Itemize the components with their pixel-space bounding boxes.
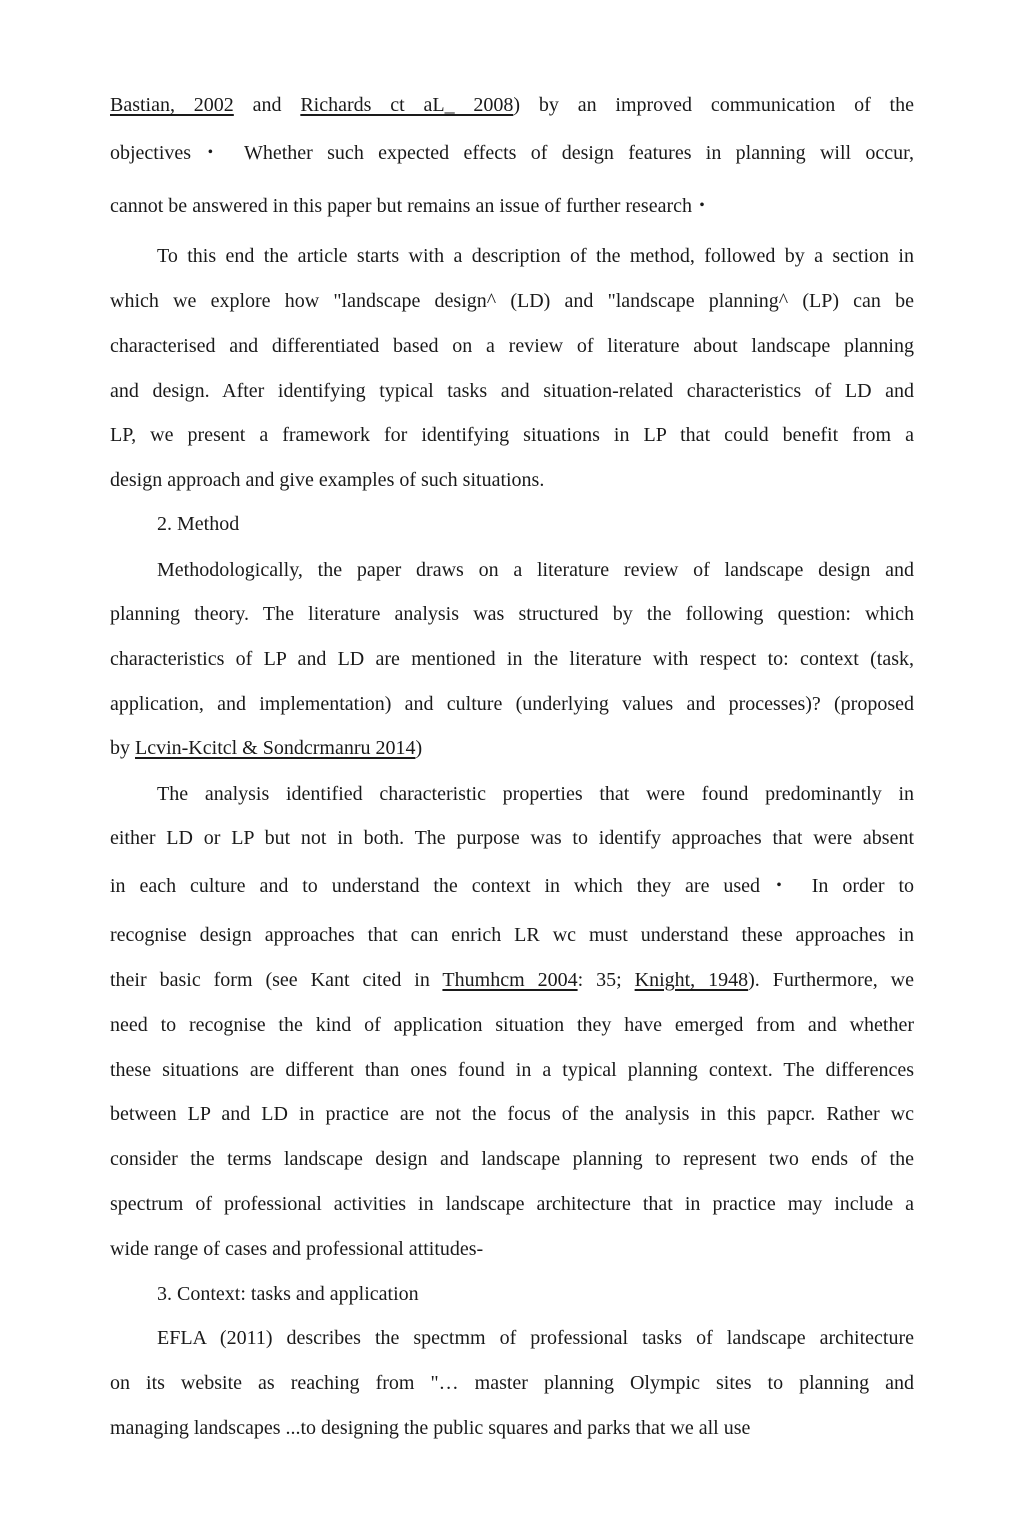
body-line: characteristics of LP and LD are mentioned in the literature with respect to: context (task, xyxy=(110,648,914,670)
text-span: their basic form (see Kant cited in xyxy=(110,969,443,991)
citation-link: Knight, 1948 xyxy=(634,969,749,991)
citation-link: Bastian, 2002 xyxy=(110,94,234,116)
body-line: The analysis identified characteristic properties that were found predominantly in xyxy=(157,783,914,805)
body-line: on its website as reaching from "… master planning Olympic sites to planning and xyxy=(110,1372,914,1394)
section-heading: 2. Method xyxy=(157,513,240,535)
body-line: managing landscapes ...to designing the public squares and parks that we all use xyxy=(110,1417,751,1439)
body-line: spectrum of professional activities in landscape architecture that in practice may include a xyxy=(110,1193,914,1215)
body-line: between LP and LD in practice are not the focus of the analysis in this papcr. Rather wc xyxy=(110,1103,914,1125)
body-line: in each culture and to understand the context in which they are used・ In order to xyxy=(110,875,914,897)
body-line xyxy=(110,735,914,761)
body-line: EFLA (2011) describes the spectmm of professional tasks of landscape architecture xyxy=(157,1327,914,1349)
body-line: LP, we present a framework for identifying situations in LP that could benefit from a xyxy=(110,424,914,446)
body-line: either LD or LP but not in both. The purpose was to identify approaches that were absent xyxy=(110,827,914,849)
citation-link: Richards ct aL_ 2008 xyxy=(300,94,514,116)
body-line: recognise design approaches that can enrich LR wc must understand these approaches in xyxy=(110,924,914,946)
text-span: ). Furthermore, we xyxy=(748,969,914,991)
body-line: wide range of cases and professional attitudes- xyxy=(110,1238,484,1260)
text-span: and xyxy=(233,94,301,116)
text-span: ) xyxy=(415,737,423,759)
text-span: ) by an improved communication of the xyxy=(513,94,914,116)
body-line: which we explore how "landscape design^ (LD) and "landscape planning^ (LP) can be xyxy=(110,290,914,312)
body-line xyxy=(110,967,914,993)
body-line: and design. After identifying typical tasks and situation-related characteristics of LD and xyxy=(110,380,914,402)
body-line: cannot be answered in this paper but remains an issue of further research・ xyxy=(110,195,713,217)
body-line: design approach and give examples of such situations. xyxy=(110,469,545,491)
body-line: planning theory. The literature analysis was structured by the following question: which xyxy=(110,603,914,625)
citation-link: Lcvin-Kcitcl & Sondcrmanru 2014 xyxy=(135,737,416,759)
body-line xyxy=(110,92,914,118)
body-line: application, and implementation) and culture (underlying values and processes)? (proposed xyxy=(110,693,914,715)
body-line: characterised and differentiated based on a review of literature about landscape planning xyxy=(110,335,914,357)
section-heading: 3. Context: tasks and application xyxy=(157,1283,419,1305)
text-span: : 35; xyxy=(577,969,635,991)
text-span: by xyxy=(110,737,135,759)
body-line: Methodologically, the paper draws on a literature review of landscape design and xyxy=(157,559,914,581)
body-line: need to recognise the kind of application situation they have emerged from and whether xyxy=(110,1014,914,1036)
body-line: these situations are different than ones found in a typical planning context. The differences xyxy=(110,1059,914,1081)
body-line: consider the terms landscape design and landscape planning to represent two ends of the xyxy=(110,1148,914,1170)
citation-link: Thumhcm 2004 xyxy=(442,969,578,991)
body-line: objectives・ Whether such expected effects of design features in planning will occur, xyxy=(110,142,914,164)
body-line: To this end the article starts with a description of the method, followed by a section in xyxy=(157,245,914,267)
